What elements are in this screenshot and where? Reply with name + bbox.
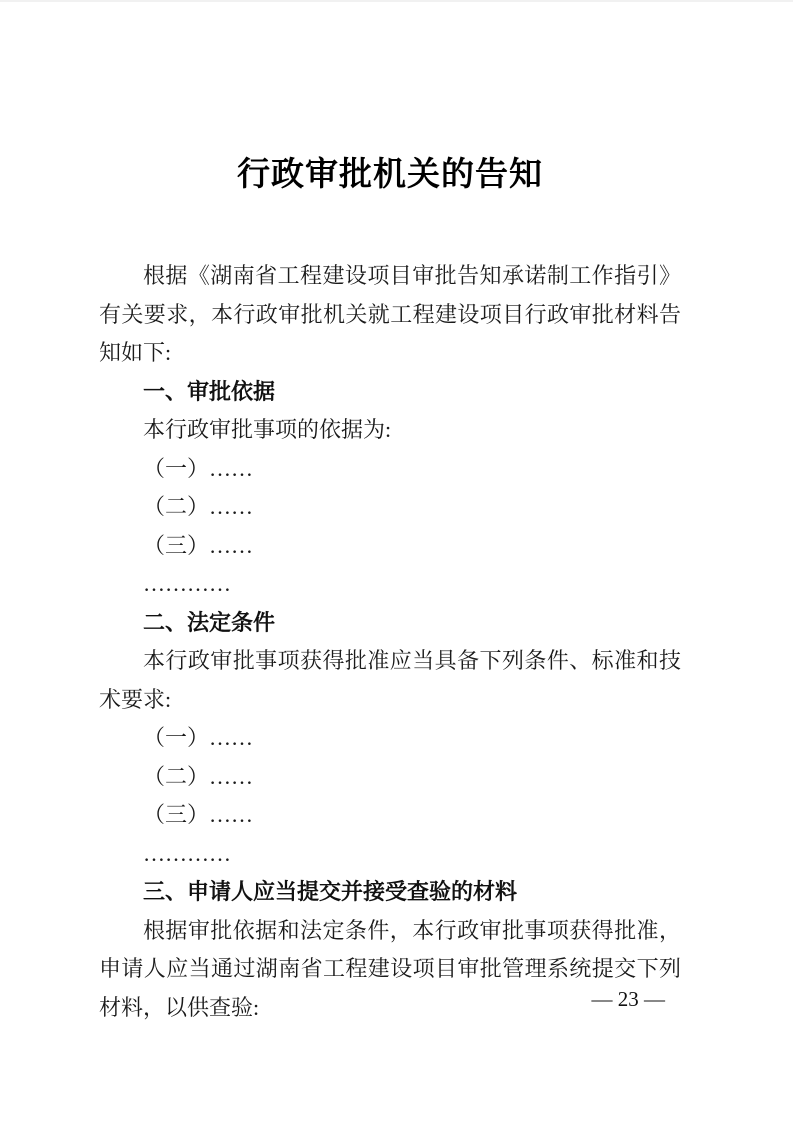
section-2-heading: 二、法定条件 [143, 609, 276, 635]
document-title: 行政审批机关的告知 [237, 157, 543, 193]
document-body [99, 257, 681, 1027]
section-2-item-2: （二）…… [143, 763, 254, 789]
section-3-lead: 根据审批依据和法定条件，本行政审批事项获得批准，申请人应当通过湖南省工程建设项目审批管理系统提交下列材料，以供查验: [99, 917, 681, 1020]
section-1-heading: 一、审批依据 [143, 378, 276, 404]
section-1-item-3: （三）…… [143, 532, 254, 558]
intro-paragraph: 根据《湖南省工程建设项目审批告知承诺制工作指引》有关要求，本行政审批机关就工程建设项目行政审批材料告知如下: [99, 263, 681, 365]
section-2-item-1: （一）…… [143, 725, 254, 750]
document-content [99, 2, 681, 1027]
section-2-item-3: （三）…… [143, 802, 254, 827]
section-1-ellipsis: ………… [143, 571, 231, 596]
section-1-lead: 本行政审批事项的依据为: [143, 417, 392, 442]
section-1-item-2: （二）…… [143, 494, 254, 519]
section-2-ellipsis: ………… [143, 840, 231, 866]
page-number: — 23 — [591, 987, 665, 1011]
section-3-heading: 三、申请人应当提交并接受查验的材料 [143, 879, 518, 904]
section-1-item-1: （一）…… [143, 455, 254, 481]
section-2-lead: 本行政审批事项获得批准应当具备下列条件、标准和技术要求: [99, 648, 681, 712]
